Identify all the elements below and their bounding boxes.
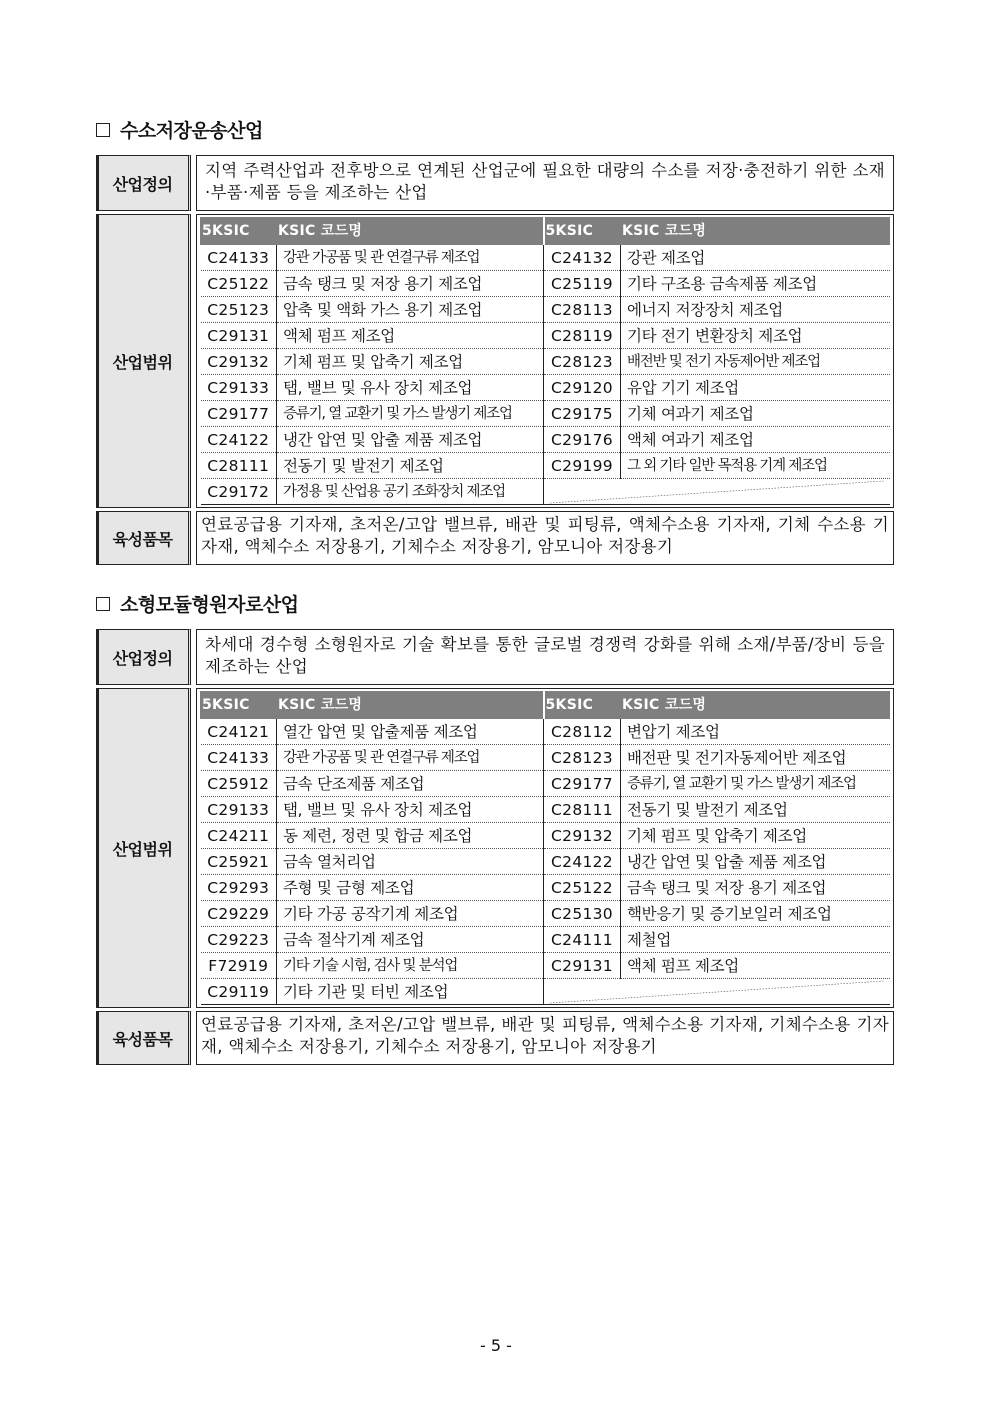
table-row [201,927,890,953]
ksic-name-cell: 기체 여과기 제조업 [621,401,890,427]
ksic-code-cell: C29172 [201,479,277,505]
header-ksic-name: KSIC 코드명 [277,692,544,719]
ksic-name-cell: 탭, 밸브 및 유사 장치 제조업 [277,375,544,401]
products-text: 연료공급용 기자재, 초저온/고압 밸브류, 배관 및 피팅류, 액체수소용 기자재, 기체수소용 기자재, 액체수소 저장용기, 기체수소 저장용기, 암모니아 저장용기 [196,1011,894,1065]
ksic-code-cell: C24133 [201,745,277,771]
ksic-code-cell: C29131 [201,323,277,349]
ksic-name-cell: 기타 전기 변환장치 제조업 [621,323,890,349]
ksic-code-cell: C25921 [201,849,277,875]
ksic-code-cell: C28112 [544,719,621,745]
ksic-table [200,691,890,1005]
ksic-name-cell: 강관 가공품 및 관 연결구류 제조업 [277,245,544,271]
table-row [201,849,890,875]
ksic-name-cell: 동 제련, 정련 및 합금 제조업 [277,823,544,849]
table-row [201,453,890,479]
table-row [201,719,890,745]
ksic-name-cell: 금속 절삭기계 제조업 [277,927,544,953]
ksic-code-cell: C29120 [544,375,621,401]
ksic-code-cell: C29229 [201,901,277,927]
ksic-code-cell: C28113 [544,297,621,323]
ksic-name-cell: 압축 및 액화 가스 용기 제조업 [277,297,544,323]
ksic-name-cell: 액체 펌프 제조업 [621,953,890,979]
header-5ksic: 5KSIC [201,692,277,719]
ksic-name-cell: 증류기, 열 교환기 및 가스 발생기 제조업 [277,401,544,427]
definition-text: 지역 주력산업과 전후방으로 연계된 산업군에 필요한 대량의 수소를 저장·충전하기 위한 소재·부품·제품 등을 제조하는 산업 [196,155,894,211]
ksic-code-cell: C24122 [544,849,621,875]
scope-label: 산업범위 [96,688,191,1008]
ksic-code-cell: C29119 [201,979,277,1005]
ksic-code-cell: C29132 [544,823,621,849]
table-row [201,875,890,901]
ksic-code-cell: C29133 [201,375,277,401]
definition-row [96,155,894,211]
definition-row [96,629,894,685]
ksic-name-cell: 증류기, 열 교환기 및 가스 발생기 제조업 [621,771,890,797]
ksic-code-cell: C25122 [544,875,621,901]
ksic-name-cell: 에너지 저장장치 제조업 [621,297,890,323]
ksic-code-cell: C28123 [544,349,621,375]
ksic-code-cell: C24121 [201,719,277,745]
ksic-code-cell: C25119 [544,271,621,297]
table-row [201,953,890,979]
ksic-name-cell: 금속 탱크 및 저장 용기 제조업 [621,875,890,901]
table-row [201,245,890,271]
ksic-name-cell: 유압 기기 제조업 [621,375,890,401]
ksic-code-cell: C28123 [544,745,621,771]
ksic-name-cell: 그 외 기타 일반 목적용 기계 제조업 [621,453,890,479]
definition-label: 산업정의 [96,629,191,685]
products-label: 육성품목 [96,511,191,565]
table-row [201,797,890,823]
header-5ksic: 5KSIC [201,218,277,245]
scope-content [196,214,894,508]
section-title-text: 소형모듈형원자로산업 [120,594,299,616]
ksic-name-cell: 냉간 압연 및 압출 제품 제조업 [277,427,544,453]
scope-row [96,688,894,1008]
industry-table-hydrogen [96,155,894,565]
table-row [201,823,890,849]
ksic-name-cell: 기타 기술 시험, 검사 및 분석업 [277,953,544,979]
ksic-code-cell: C25130 [544,901,621,927]
ksic-code-cell: C29175 [544,401,621,427]
products-text: 연료공급용 기자재, 초저온/고압 밸브류, 배관 및 피팅류, 액체수소용 기자재, 기체 수소용 기자재, 액체수소 저장용기, 기체수소 저장용기, 암모니아 저장용기 [196,511,894,565]
header-5ksic: 5KSIC [544,218,621,245]
ksic-code-cell: C29176 [544,427,621,453]
products-label: 육성품목 [96,1011,191,1065]
ksic-name-cell: 기체 펌프 및 압축기 제조업 [621,823,890,849]
ksic-name-cell: 변압기 제조업 [621,719,890,745]
header-ksic-name: KSIC 코드명 [621,218,890,245]
page-number: - 5 - [480,1336,512,1355]
header-ksic-name: KSIC 코드명 [621,692,890,719]
ksic-name-cell: 기타 기관 및 터빈 제조업 [277,979,544,1005]
scope-row [96,214,894,508]
ksic-name-cell: 제철업 [621,927,890,953]
ksic-code-cell: C29132 [201,349,277,375]
ksic-code-cell: C25912 [201,771,277,797]
table-row [201,323,890,349]
table-row [201,297,890,323]
ksic-code-cell: C29223 [201,927,277,953]
ksic-code-cell: C28111 [544,797,621,823]
definition-label: 산업정의 [96,155,191,211]
ksic-code-cell: C29131 [544,953,621,979]
ksic-code-cell: C29293 [201,875,277,901]
ksic-code-cell: C24211 [201,823,277,849]
ksic-name-cell: 기타 가공 공작기계 제조업 [277,901,544,927]
ksic-name-cell: 전동기 및 발전기 제조업 [621,797,890,823]
ksic-name-cell: 배전반 및 전기 자동제어반 제조업 [621,349,890,375]
header-5ksic: 5KSIC [544,692,621,719]
ksic-code-cell: C29177 [544,771,621,797]
table-row [201,375,890,401]
scope-content [196,688,894,1008]
ksic-code-cell: C29199 [544,453,621,479]
ksic-name-cell: 주형 및 금형 제조업 [277,875,544,901]
ksic-name-cell: 금속 단조제품 제조업 [277,771,544,797]
ksic-code-cell: C29177 [201,401,277,427]
table-row [201,271,890,297]
table-row [201,401,890,427]
ksic-name-cell: 기타 구조용 금속제품 제조업 [621,271,890,297]
empty-cell [544,979,890,1005]
ksic-code-cell: C24122 [201,427,277,453]
ksic-name-cell: 냉간 압연 및 압출 제품 제조업 [621,849,890,875]
ksic-code-cell: C25123 [201,297,277,323]
table-row [201,901,890,927]
ksic-name-cell: 핵반응기 및 증기보일러 제조업 [621,901,890,927]
ksic-name-cell: 기체 펌프 및 압축기 제조업 [277,349,544,375]
ksic-name-cell: 금속 열처리업 [277,849,544,875]
table-row [201,771,890,797]
ksic-code-cell: C28119 [544,323,621,349]
ksic-name-cell: 열간 압연 및 압출제품 제조업 [277,719,544,745]
industry-table-smr [96,629,894,1065]
scope-label: 산업범위 [96,214,191,508]
ksic-table [200,217,890,505]
table-row [201,349,890,375]
ksic-name-cell: 액체 여과기 제조업 [621,427,890,453]
ksic-code-cell: C24133 [201,245,277,271]
ksic-code-cell: C25122 [201,271,277,297]
ksic-code-cell: C24111 [544,927,621,953]
empty-cell [544,479,890,505]
ksic-code-cell: C24132 [544,245,621,271]
ksic-name-cell: 가정용 및 산업용 공기 조화장치 제조업 [277,479,544,505]
section-title-smr [96,590,299,617]
checkbox-square-icon [96,123,110,137]
products-row [96,511,894,565]
ksic-name-cell: 강관 제조업 [621,245,890,271]
ksic-name-cell: 탭, 밸브 및 유사 장치 제조업 [277,797,544,823]
ksic-name-cell: 강관 가공품 및 관 연결구류 제조업 [277,745,544,771]
section-title-text: 수소저장운송산업 [120,120,263,142]
definition-text: 차세대 경수형 소형원자로 기술 확보를 통한 글로벌 경쟁력 강화를 위해 소재/부품/장비 등을 제조하는 산업 [196,629,894,685]
ksic-code-cell: F72919 [201,953,277,979]
table-row [201,745,890,771]
section-title-hydrogen [96,116,263,143]
ksic-code-cell: C28111 [201,453,277,479]
ksic-name-cell: 액체 펌프 제조업 [277,323,544,349]
table-row [201,427,890,453]
checkbox-square-icon [96,597,110,611]
ksic-code-cell: C29133 [201,797,277,823]
ksic-name-cell: 금속 탱크 및 저장 용기 제조업 [277,271,544,297]
header-ksic-name: KSIC 코드명 [277,218,544,245]
table-row [201,979,890,1005]
table-row [201,479,890,505]
products-row [96,1011,894,1065]
ksic-name-cell: 배전판 및 전기자동제어반 제조업 [621,745,890,771]
ksic-name-cell: 전동기 및 발전기 제조업 [277,453,544,479]
